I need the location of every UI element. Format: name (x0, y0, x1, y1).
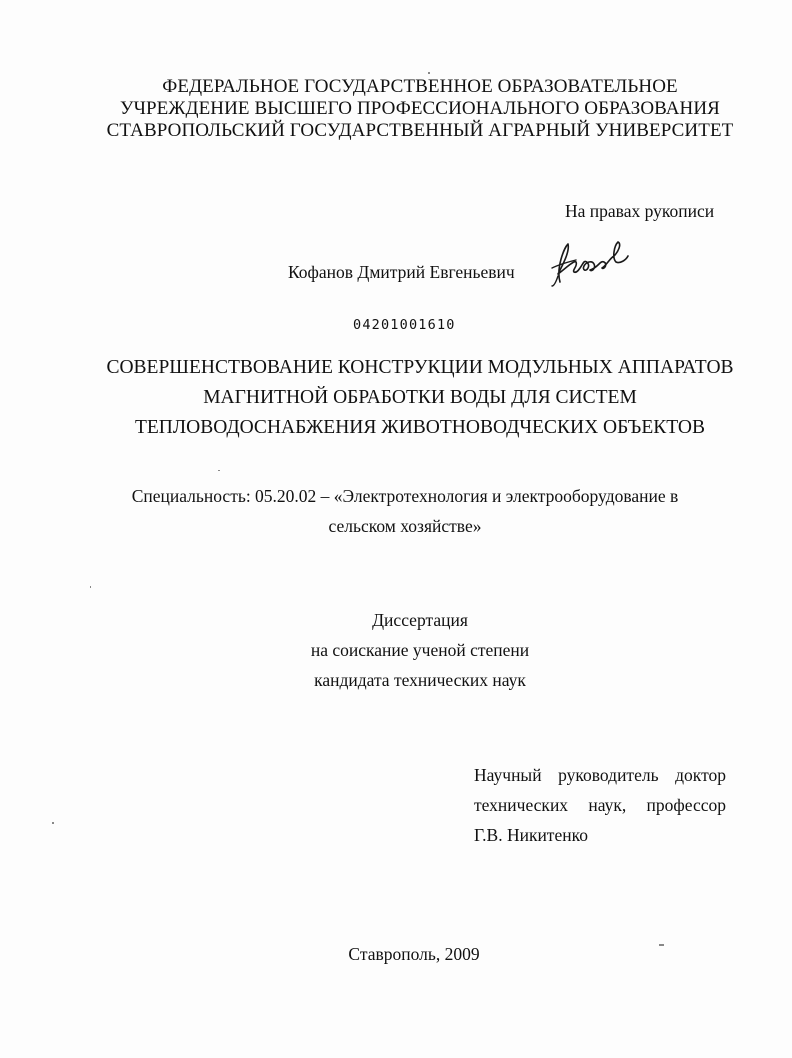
degree-line-2: на соискание ученой степени (310, 640, 530, 660)
institution-line-1: ФЕДЕРАЛЬНОЕ ГОСУДАРСТВЕННОЕ ОБРАЗОВАТЕЛЬНОЕ (162, 76, 678, 97)
specialty-block (60, 481, 750, 541)
scan-speck (90, 586, 91, 588)
specialty-line-2: сельском хозяйстве» (328, 516, 482, 536)
institution-header (60, 76, 780, 142)
degree-block (60, 605, 780, 695)
supervisor-name: Г.В. Никитенко (474, 825, 588, 845)
title-line-3: ТЕПЛОВОДОСНАБЖЕНИЯ ЖИВОТНОВОДЧЕСКИХ ОБЪЕКТОВ (134, 417, 705, 438)
dissertation-title (60, 353, 780, 443)
title-line-1: СОВЕРШЕНСТВОВАНИЕ КОНСТРУКЦИИ МОДУЛЬНЫХ АППАРАТОВ (106, 357, 734, 378)
institution-line-3: СТАВРОПОЛЬСКИЙ ГОСУДАРСТВЕННЫЙ АГРАРНЫЙ УНИВЕРСИТЕТ (106, 120, 734, 141)
degree-line-3: кандидата технических наук (314, 670, 526, 690)
scan-speck (659, 944, 664, 946)
specialty-line-1: Специальность: 05.20.02 – «Электротехнология и электрооборудование в (131, 486, 679, 506)
scan-speck (218, 470, 220, 471)
scan-speck (428, 72, 430, 74)
institution-line-2: УЧРЕЖДЕНИЕ ВЫСШЕГО ПРОФЕССИОНАЛЬНОГО ОБРАЗОВАНИЯ (120, 98, 720, 119)
signature-image (546, 238, 636, 288)
title-line-2: МАГНИТНОЙ ОБРАБОТКИ ВОДЫ ДЛЯ СИСТЕМ (203, 387, 637, 408)
author-name: Кофанов Дмитрий Евгеньевич (288, 262, 515, 282)
supervisor-line-1: Научный руководитель доктор (474, 765, 726, 785)
supervisor-block (474, 760, 726, 850)
manuscript-note: На правах рукописи (565, 201, 715, 221)
supervisor-line-2: технических наук, профессор (474, 795, 726, 815)
degree-line-1: Диссертация (372, 610, 468, 630)
scan-speck (52, 822, 54, 824)
catalog-code: 04201001610 (353, 317, 456, 333)
city-year: Ставрополь, 2009 (348, 944, 480, 964)
